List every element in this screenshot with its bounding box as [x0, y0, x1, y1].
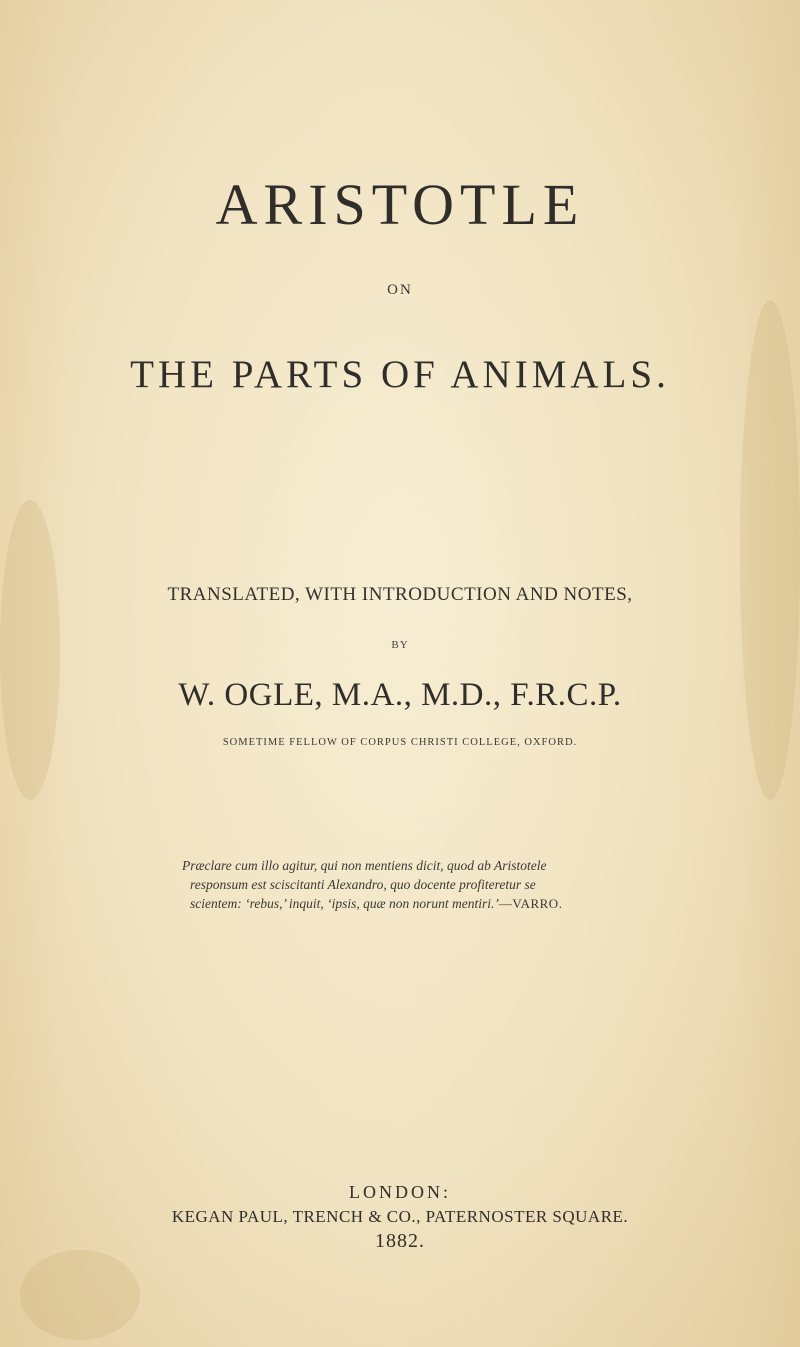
- book-subtitle: THE PARTS OF ANIMALS.: [130, 353, 670, 396]
- paper-stain: [20, 1250, 140, 1340]
- author-affiliation: SOMETIME FELLOW OF CORPUS CHRISTI COLLEGE, OXFORD.: [222, 737, 578, 748]
- imprint-year: 1882.: [375, 1230, 425, 1252]
- translation-note: TRANSLATED, WITH INTRODUCTION AND NOTES,: [167, 584, 633, 605]
- epigraph-text: scientem: ‘rebus,’ inquit, ‘ipsis, quæ non norunt mentiri.’: [190, 896, 499, 911]
- epigraph-line: Præclare cum illo agitur, qui non mentiens dicit, quod ab Aristotele: [182, 858, 547, 873]
- imprint-publisher: KEGAN PAUL, TRENCH & CO., PATERNOSTER SQUARE.: [171, 1207, 629, 1226]
- epigraph-attribution: —VARRO.: [498, 896, 563, 911]
- title-connector: ON: [387, 282, 413, 298]
- epigraph-line: responsum est sciscitanti Alexandro, quo docente profiteretur se: [190, 877, 536, 892]
- by-label: BY: [391, 639, 409, 651]
- imprint-city: LONDON:: [349, 1182, 451, 1202]
- epigraph-line: [190, 894, 735, 913]
- book-title: ARISTOTLE: [215, 172, 585, 237]
- author-name: W. OGLE, M.A., M.D., F.R.C.P.: [178, 677, 622, 713]
